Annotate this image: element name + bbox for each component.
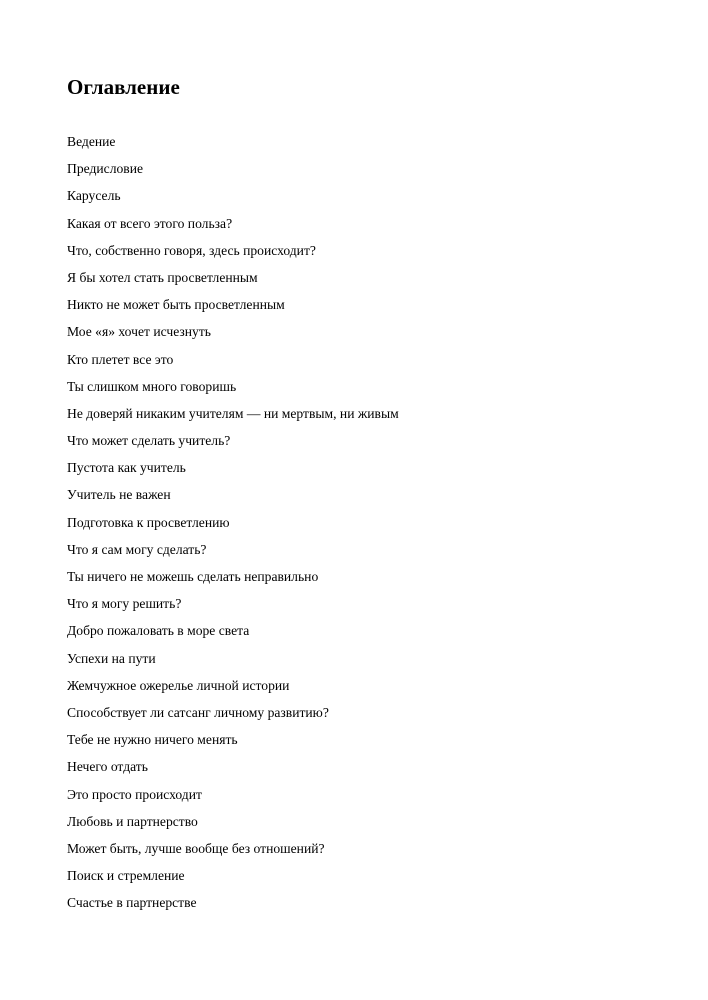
toc-entry: Жемчужное ожерелье личной истории — [67, 677, 290, 693]
toc-list — [67, 131, 399, 919]
toc-entry: Счастье в партнерстве — [67, 895, 197, 911]
toc-entry: Мое «я» хочет исчезнуть — [67, 324, 211, 340]
toc-entry: Поиск и стремление — [67, 868, 185, 884]
toc-entry: Тебе не нужно ничего менять — [67, 732, 238, 748]
toc-entry: Не доверяй никаким учителям — ни мертвым, ни живым — [67, 405, 399, 421]
toc-entry: Успехи на пути — [67, 650, 156, 666]
page-title: Оглавление — [67, 75, 180, 99]
toc-entry: Что я сам могу сделать? — [67, 541, 207, 557]
toc-entry: Какая от всего этого польза? — [67, 215, 233, 231]
toc-entry: Подготовка к просветлению — [67, 514, 230, 530]
toc-entry: Что я могу решить? — [67, 596, 182, 612]
toc-entry: Учитель не важен — [67, 487, 171, 503]
toc-entry: Может быть, лучше вообще без отношений? — [67, 840, 325, 856]
toc-entry: Я бы хотел стать просветленным — [67, 269, 258, 285]
toc-entry: Пустота как учитель — [67, 460, 186, 476]
toc-entry: Любовь и партнерство — [67, 813, 198, 829]
toc-entry: Предисловие — [67, 161, 144, 177]
toc-entry: Нечего отдать — [67, 759, 148, 775]
toc-entry: Добро пожаловать в море света — [67, 623, 250, 639]
toc-entry: Ты ничего не можешь сделать неправильно — [67, 569, 319, 584]
toc-entry: Способствует ли сатсанг личному развитию? — [67, 704, 329, 720]
toc-entry: Ты слишком много говоришь — [67, 378, 237, 394]
toc-entry: Что, собственно говоря, здесь происходит? — [67, 242, 316, 258]
toc-entry: Никто не может быть просветленным — [67, 297, 285, 313]
toc-entry: Что может сделать учитель? — [67, 433, 231, 449]
toc-entry: Карусель — [67, 188, 121, 204]
toc-entry: Это просто происходит — [67, 786, 202, 802]
toc-entry: Кто плетет все это — [67, 351, 174, 367]
toc-entry: Ведение — [67, 134, 116, 149]
